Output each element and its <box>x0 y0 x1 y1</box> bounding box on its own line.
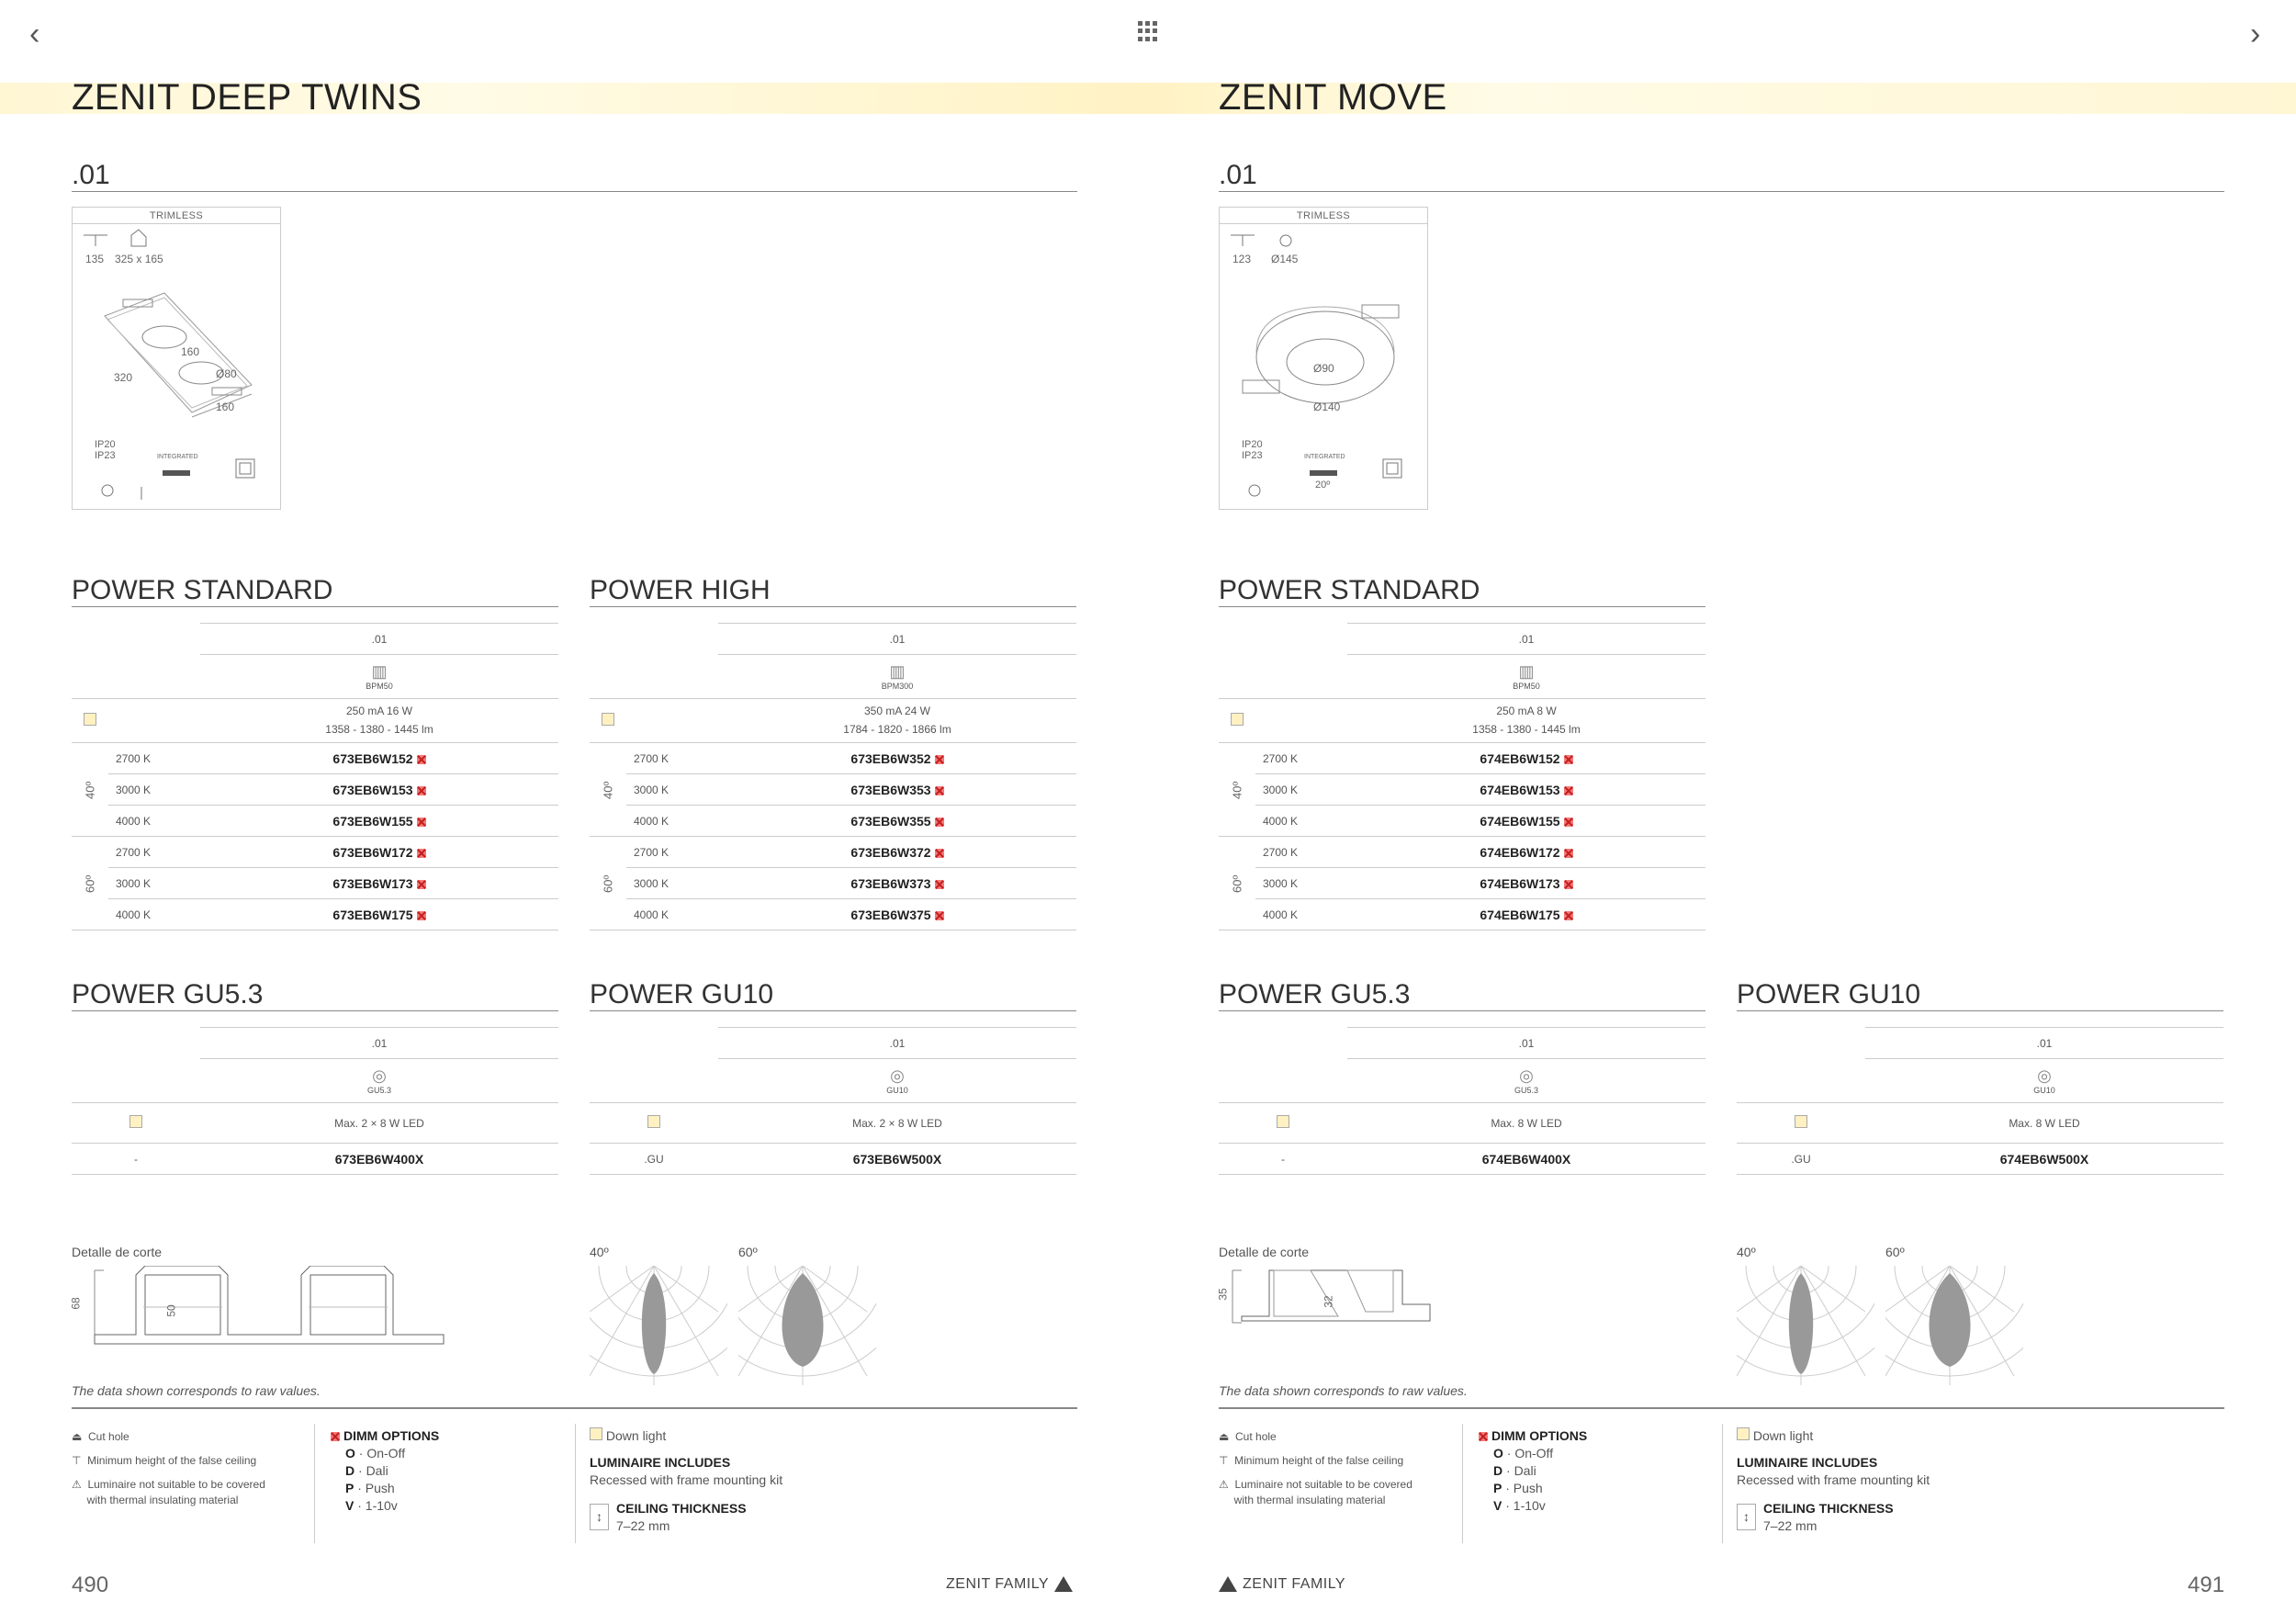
gu10-table-left <box>590 1027 1076 1175</box>
kelvin: 2700 K <box>626 743 718 774</box>
cut-hole-icon: ⏏ <box>1219 1430 1230 1443</box>
polar-diagram-40-left <box>590 1266 727 1385</box>
cut-detail-drawing-right <box>1216 1266 1458 1330</box>
note-left: The data shown corresponds to raw values. <box>72 1383 321 1398</box>
integrated-label: INTEGRATED <box>157 454 198 460</box>
col-header: .01 <box>200 1028 558 1059</box>
divider <box>1722 1424 1723 1543</box>
product-code: 674EB6W500X <box>1865 1144 2223 1175</box>
product-code: 674EB6W155 <box>1347 806 1705 837</box>
variant-heading-right: .01 <box>1219 162 2224 192</box>
angle-40-label-left: 40º <box>590 1245 609 1259</box>
page-number-left: 490 <box>72 1573 109 1597</box>
max-power: Max. 2 × 8 W LED <box>200 1103 558 1144</box>
gu53-heading-left: POWER GU5.3 <box>72 981 558 1011</box>
socket-icon: ◎ <box>890 1066 905 1085</box>
dimm-icon <box>935 755 944 764</box>
brand-footer-right: ZENIT FAMILY <box>1219 1576 1345 1593</box>
col-header: .01 <box>718 624 1076 655</box>
kelvin: 3000 K <box>1255 868 1347 899</box>
ceiling-thickness-icon: ↕ <box>590 1504 609 1530</box>
gu53-table-right <box>1219 1027 1705 1175</box>
product-code: 673EB6W155 <box>200 806 558 837</box>
integrated-label: INTEGRATED <box>1304 454 1345 460</box>
kelvin: 4000 K <box>626 806 718 837</box>
thermal-icon: ⚠ <box>1219 1478 1229 1492</box>
product-code: 673EB6W175 <box>200 899 558 930</box>
beam-40-label: 40º <box>590 743 626 837</box>
tilt-label: 20º <box>1315 479 1331 491</box>
divider <box>72 1407 1077 1409</box>
spec-current: 250 mA 16 W <box>345 705 413 718</box>
brand-logo-icon <box>1219 1576 1237 1592</box>
product-code: 673EB6W172 <box>200 837 558 868</box>
note-right: The data shown corresponds to raw values. <box>1219 1383 1468 1398</box>
power-standard-table-left <box>72 623 558 930</box>
prev-page-button[interactable] <box>29 17 39 52</box>
product-drawing-left <box>73 224 280 509</box>
down-light-icon <box>1231 713 1244 726</box>
socket-icon: ◎ <box>2037 1066 2052 1085</box>
beam-40-label: 40º <box>72 743 108 837</box>
product-code: 673EB6W353 <box>718 774 1076 806</box>
chevron-left-icon: ‹ <box>29 17 40 51</box>
min-height-icon: ⊤ <box>1219 1454 1229 1468</box>
variant-heading-left: .01 <box>72 162 1077 192</box>
brand-footer-left: ZENIT FAMILY <box>946 1576 1078 1593</box>
card-cut: 325 x 165 <box>115 253 163 265</box>
kelvin: 2700 K <box>1255 743 1347 774</box>
down-light-icon <box>647 1115 660 1128</box>
product-code: 673EB6W355 <box>718 806 1076 837</box>
kelvin: 2700 K <box>108 743 200 774</box>
grid-menu-icon[interactable] <box>1138 21 1158 41</box>
max-power: Max. 2 × 8 W LED <box>718 1103 1076 1144</box>
product-code: 673EB6W372 <box>718 837 1076 868</box>
down-light-icon <box>1795 1115 1807 1128</box>
socket-label: GU5.3 <box>1514 1086 1538 1095</box>
product-code: 674EB6W175 <box>1347 899 1705 930</box>
detail-h2-right: 32 <box>1322 1295 1335 1308</box>
driver-label: BPM300 <box>881 682 914 691</box>
min-height-icon: ⊤ <box>72 1454 82 1468</box>
dimm-options-left: DIMM OPTIONS O · On-Off D · Dali P · Push V · 1-10v <box>331 1427 439 1514</box>
next-page-button[interactable] <box>2250 17 2260 52</box>
code-prefix: - <box>72 1144 200 1175</box>
beam-60-label: 60º <box>72 837 108 930</box>
kelvin: 3000 K <box>626 868 718 899</box>
dimm-icon <box>1564 911 1573 920</box>
power-high-heading: POWER HIGH <box>590 577 1076 607</box>
driver-icon: ▥ <box>371 662 388 681</box>
spec-lumen: 1784 - 1820 - 1866 lm <box>843 722 951 736</box>
power-high-table <box>590 623 1076 930</box>
divider <box>314 1424 315 1543</box>
dimm-icon <box>1564 755 1573 764</box>
driver-icon: ▥ <box>889 662 906 681</box>
socket-icon: ◎ <box>372 1066 387 1085</box>
beam-60-label: 60º <box>590 837 626 930</box>
kelvin: 4000 K <box>1255 806 1347 837</box>
detail-h1-left: 68 <box>69 1297 83 1310</box>
ip20-label: IP20 <box>95 439 116 450</box>
dim-80: Ø80 <box>216 367 237 380</box>
dimm-icon <box>935 849 944 858</box>
down-light-icon <box>1737 1427 1750 1440</box>
card-header: TRIMLESS <box>1220 208 1427 224</box>
socket-label: GU10 <box>2033 1086 2055 1095</box>
col-header: .01 <box>1347 624 1705 655</box>
driver-label: BPM50 <box>366 682 393 691</box>
page-title-right: ZENIT MOVE <box>1219 77 1447 118</box>
polar-diagram-60-right <box>1885 1266 2023 1385</box>
power-standard-heading-right: POWER STANDARD <box>1219 577 1705 607</box>
ip20-label: IP20 <box>1242 439 1263 450</box>
detail-h1-right: 35 <box>1216 1288 1230 1301</box>
down-light-icon <box>590 1427 602 1440</box>
dim-90: Ø90 <box>1313 362 1334 375</box>
beam-60-label: 60º <box>1219 837 1255 930</box>
spec-lumen: 1358 - 1380 - 1445 lm <box>325 722 433 736</box>
down-light-icon <box>1277 1115 1289 1128</box>
kelvin: 4000 K <box>108 899 200 930</box>
socket-label: GU5.3 <box>366 1086 391 1095</box>
legend-icons-right: ⏏ Cut hole ⊤ Minimum height of the false ceiling ⚠ Luminaire not suitable to be covered with thermal insulating material <box>1219 1430 1412 1506</box>
product-code: 674EB6W172 <box>1347 837 1705 868</box>
dimm-options-right: DIMM OPTIONS O · On-Off D · Dali P · Push V · 1-10v <box>1479 1427 1587 1514</box>
beam-40-label: 40º <box>1219 743 1255 837</box>
product-card-right <box>1219 207 1428 510</box>
dimm-icon <box>1564 786 1573 795</box>
dimm-icon <box>417 849 426 858</box>
polar-diagram-60-left <box>738 1266 876 1385</box>
dimm-icon <box>417 911 426 920</box>
chevron-right-icon: › <box>2250 17 2261 51</box>
down-light-icon <box>602 713 614 726</box>
dimm-icon <box>417 880 426 889</box>
legend-icons-left: ⏏ Cut hole ⊤ Minimum height of the false ceiling ⚠ Luminaire not suitable to be covered with thermal insulating material <box>72 1430 265 1506</box>
kelvin: 3000 K <box>108 868 200 899</box>
product-code: 673EB6W500X <box>718 1144 1076 1175</box>
driver-icon: ▥ <box>1518 662 1535 681</box>
ceiling-thickness-icon: ↕ <box>1737 1504 1756 1530</box>
dim-160-b: 160 <box>216 400 235 413</box>
includes-right: Down light LUMINAIRE INCLUDES Recessed with frame mounting kit ↕ CEILING THICKNESS 7–22 mm <box>1737 1428 1930 1533</box>
product-code: 673EB6W152 <box>200 743 558 774</box>
dimm-icon <box>1564 818 1573 827</box>
thermal-icon: ⚠ <box>72 1478 82 1492</box>
includes-left: Down light LUMINAIRE INCLUDES Recessed with frame mounting kit ↕ CEILING THICKNESS 7–22 mm <box>590 1428 783 1533</box>
dimm-icon <box>417 755 426 764</box>
divider <box>575 1424 576 1543</box>
code-prefix: .GU <box>1737 1144 1865 1175</box>
dim-160-a: 160 <box>181 345 200 358</box>
product-code: 673EB6W375 <box>718 899 1076 930</box>
brand-logo-icon <box>1054 1576 1073 1592</box>
divider <box>1219 1407 2224 1409</box>
angle-40-label-right: 40º <box>1737 1245 1756 1259</box>
gu10-table-right <box>1737 1027 2223 1175</box>
dimm-icon <box>331 1432 340 1441</box>
spec-lumen: 1358 - 1380 - 1445 lm <box>1472 722 1581 736</box>
dimm-icon <box>417 786 426 795</box>
kelvin: 2700 K <box>108 837 200 868</box>
dimm-icon <box>935 786 944 795</box>
col-header: .01 <box>200 624 558 655</box>
product-code: 674EB6W173 <box>1347 868 1705 899</box>
down-light-icon <box>84 713 96 726</box>
product-code: 673EB6W352 <box>718 743 1076 774</box>
col-header: .01 <box>718 1028 1076 1059</box>
dimm-icon <box>417 818 426 827</box>
kelvin: 3000 K <box>108 774 200 806</box>
socket-icon: ◎ <box>1519 1066 1534 1085</box>
socket-label: GU10 <box>886 1086 908 1095</box>
product-card-left <box>72 207 281 510</box>
product-code: 673EB6W153 <box>200 774 558 806</box>
kelvin: 2700 K <box>1255 837 1347 868</box>
gu53-table-left <box>72 1027 558 1175</box>
card-cut: Ø145 <box>1271 253 1299 265</box>
divider <box>1462 1424 1463 1543</box>
power-standard-heading-left: POWER STANDARD <box>72 577 558 607</box>
card-header: TRIMLESS <box>73 208 280 224</box>
kelvin: 3000 K <box>626 774 718 806</box>
col-header: .01 <box>1347 1028 1705 1059</box>
product-code: 673EB6W173 <box>200 868 558 899</box>
dimm-icon <box>935 880 944 889</box>
kelvin: 4000 K <box>626 899 718 930</box>
dimm-icon <box>1564 880 1573 889</box>
spec-current: 250 mA 8 W <box>1496 705 1557 718</box>
polar-diagram-40-right <box>1737 1266 1874 1385</box>
product-code: 674EB6W400X <box>1347 1144 1705 1175</box>
down-light-icon <box>129 1115 142 1128</box>
detail-label-left: Detalle de corte <box>72 1245 163 1259</box>
product-code: 674EB6W153 <box>1347 774 1705 806</box>
gu10-heading-right: POWER GU10 <box>1737 981 2223 1011</box>
detail-label-right: Detalle de corte <box>1219 1245 1310 1259</box>
dimm-icon <box>935 818 944 827</box>
gu53-heading-right: POWER GU5.3 <box>1219 981 1705 1011</box>
code-prefix: - <box>1219 1144 1347 1175</box>
kelvin: 3000 K <box>1255 774 1347 806</box>
cut-hole-icon: ⏏ <box>72 1430 83 1443</box>
dimm-icon <box>1479 1432 1488 1441</box>
dimm-icon <box>1564 849 1573 858</box>
ip23-label: IP23 <box>95 450 116 461</box>
col-header: .01 <box>1865 1028 2223 1059</box>
angle-60-label-right: 60º <box>1885 1245 1905 1259</box>
kelvin: 4000 K <box>1255 899 1347 930</box>
product-code: 673EB6W400X <box>200 1144 558 1175</box>
cut-detail-drawing-left <box>69 1266 457 1348</box>
page-title-left: ZENIT DEEP TWINS <box>72 77 422 118</box>
product-code: 673EB6W373 <box>718 868 1076 899</box>
kelvin: 2700 K <box>626 837 718 868</box>
ip23-label: IP23 <box>1242 450 1263 461</box>
driver-label: BPM50 <box>1513 682 1540 691</box>
card-height: 123 <box>1232 253 1252 265</box>
spec-current: 350 mA 24 W <box>863 705 931 718</box>
kelvin: 4000 K <box>108 806 200 837</box>
power-standard-table-right <box>1219 623 1705 930</box>
gu10-heading-left: POWER GU10 <box>590 981 1076 1011</box>
angle-60-label-left: 60º <box>738 1245 758 1259</box>
max-power: Max. 8 W LED <box>1865 1103 2223 1144</box>
dim-140: Ø140 <box>1313 400 1341 413</box>
max-power: Max. 8 W LED <box>1347 1103 1705 1144</box>
product-code: 674EB6W152 <box>1347 743 1705 774</box>
card-height: 135 <box>85 253 105 265</box>
dim-320: 320 <box>114 371 133 384</box>
code-prefix: .GU <box>590 1144 718 1175</box>
dimm-icon <box>935 911 944 920</box>
page-number-right: 491 <box>2188 1573 2225 1597</box>
detail-h2-left: 50 <box>164 1304 178 1317</box>
